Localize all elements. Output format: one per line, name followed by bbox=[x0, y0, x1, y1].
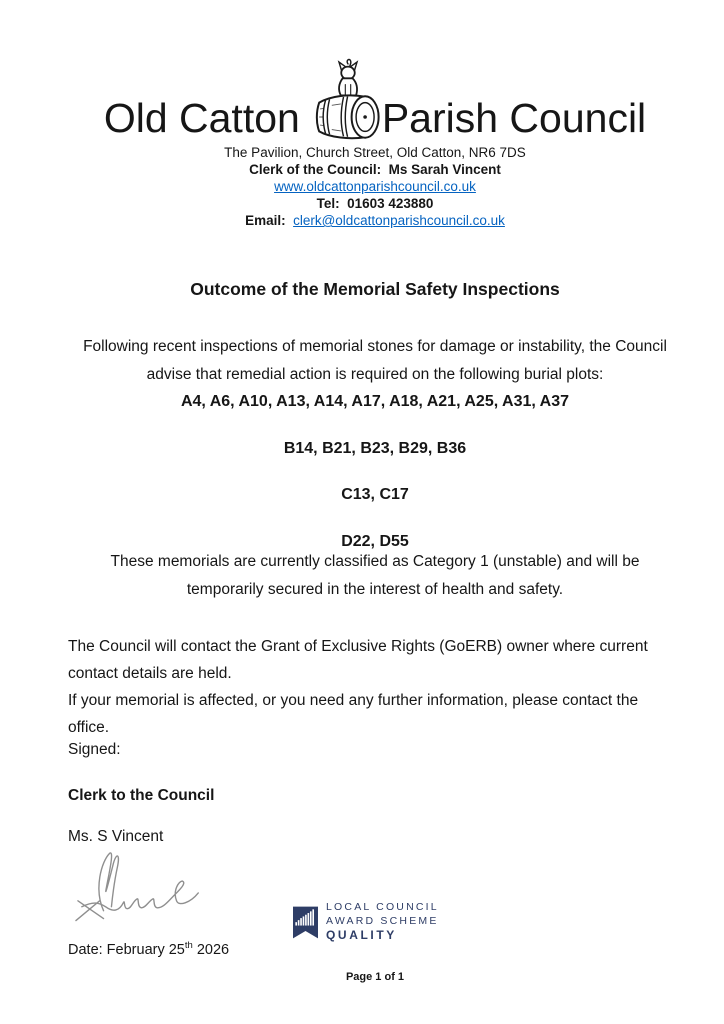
letterhead-title-right: Parish Council bbox=[381, 95, 647, 141]
signatory-name: Ms. S Vincent bbox=[68, 828, 164, 845]
date-prefix: Date: February 25 bbox=[68, 941, 185, 958]
award-line-2: AWARD SCHEME bbox=[326, 914, 439, 927]
plot-line-b: B14, B21, B23, B29, B36 bbox=[283, 439, 467, 457]
document-heading: Outcome of the Memorial Safety Inspections bbox=[190, 279, 560, 299]
date-suffix: 2026 bbox=[192, 941, 230, 958]
award-scheme-logo bbox=[293, 899, 439, 946]
award-ribbon-icon bbox=[293, 899, 318, 946]
signature-image bbox=[70, 845, 218, 930]
address-line: The Pavilion, Church Street, Old Catton, NR6 7DS bbox=[224, 145, 526, 160]
award-text bbox=[326, 899, 439, 942]
letterhead bbox=[26, 55, 724, 143]
page-number: Page 1 of 1 bbox=[345, 971, 405, 983]
contact-block bbox=[26, 144, 724, 229]
signed-label: Signed: bbox=[68, 741, 121, 758]
burial-plot-list bbox=[26, 388, 724, 574]
goerb-paragraph: The Council will contact the Grant of Exclusive Rights (GoERB) owner where current contact details are held. bbox=[68, 638, 648, 682]
email-link[interactable]: clerk@oldcattonparishcouncil.co.uk bbox=[293, 213, 505, 228]
plot-line-a: A4, A6, A10, A13, A14, A17, A18, A21, A25, A31, A37 bbox=[180, 393, 570, 410]
intro-paragraph: Following recent inspections of memorial stones for damage or instability, the Council advise that remedial action is required on the following burial plots: bbox=[83, 338, 667, 383]
date-line bbox=[68, 940, 229, 958]
cat-on-barrel-logo bbox=[312, 55, 384, 143]
goerb-paragraphs bbox=[68, 633, 674, 741]
clerk-line: Clerk of the Council: Ms Sarah Vincent bbox=[249, 162, 501, 177]
plot-line-d: D22, D55 bbox=[341, 532, 409, 550]
date-ordinal: th bbox=[184, 940, 193, 951]
plot-line-c: C13, C17 bbox=[341, 486, 409, 503]
award-line-quality: QUALITY bbox=[326, 928, 397, 942]
letterhead-title-left: Old Catton bbox=[103, 95, 300, 141]
email-line bbox=[26, 212, 724, 229]
tel-line: Tel: 01603 423880 bbox=[316, 196, 434, 211]
website-link[interactable]: www.oldcattonparishcouncil.co.uk bbox=[274, 179, 476, 194]
contact-office-paragraph: If your memorial is affected, or you need any further information, please contact the office. bbox=[68, 692, 639, 736]
role-line: Clerk to the Council bbox=[68, 787, 215, 804]
award-line-1: LOCAL COUNCIL bbox=[326, 901, 439, 913]
email-label: Email: bbox=[245, 213, 294, 228]
category-note: These memorials are currently classified as Category 1 (unstable) and will be temporarily secured in the interest of health and safety. bbox=[110, 553, 640, 598]
website-line bbox=[26, 178, 724, 195]
